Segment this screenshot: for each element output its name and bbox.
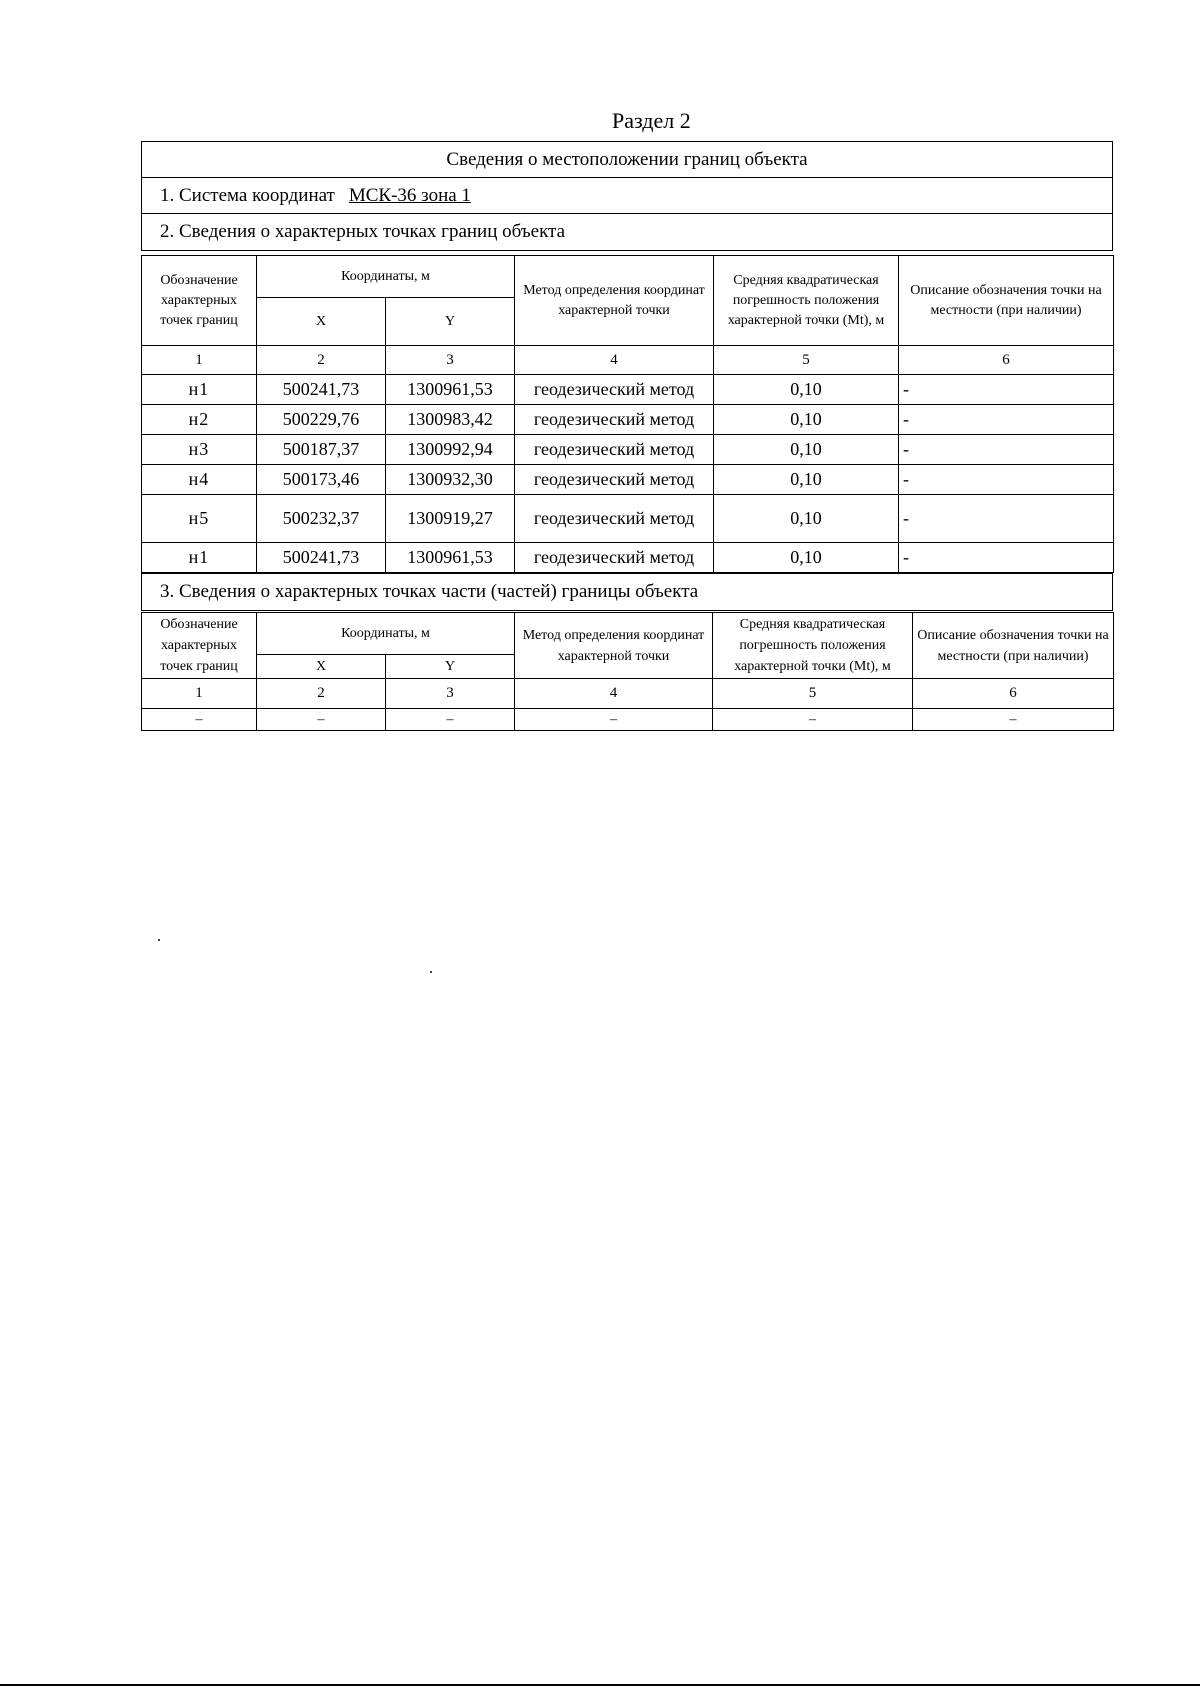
point-x: 500232,37	[257, 495, 386, 543]
col-number: 5	[714, 346, 899, 375]
col-number: 5	[713, 679, 913, 709]
part3-col-method-header: Метод определения координат характерной точки	[515, 613, 713, 679]
point-name: н5	[142, 495, 257, 543]
point-method: геодезический метод	[515, 465, 714, 495]
part2-title: 2. Сведения о характерных точках границ объекта	[160, 221, 566, 242]
part3-col-numbers	[142, 679, 1114, 709]
part2-table	[141, 255, 1114, 573]
col-number: 2	[257, 679, 386, 709]
part3-col-coords-header: Координаты, м	[257, 613, 515, 655]
coord-system-label: 1. Система координат	[160, 185, 335, 206]
point-x: 500241,73	[257, 543, 386, 573]
part3-table-wrap	[141, 612, 1113, 731]
col-number: 1	[142, 346, 257, 375]
part3-col-point-header: Обозначение характерных точек границ	[142, 613, 257, 679]
point-mt: 0,10	[714, 405, 899, 435]
part2-col-y-header: Y	[386, 298, 515, 346]
point-y: 1300919,27	[386, 495, 515, 543]
empty-cell: –	[142, 709, 257, 731]
empty-cell: –	[515, 709, 713, 731]
col-number: 4	[515, 679, 713, 709]
part2-col-point-header: Обозначение характерных точек границ	[142, 256, 257, 346]
table-row	[142, 543, 1114, 573]
point-method: геодезический метод	[515, 375, 714, 405]
section-title: Раздел 2	[612, 108, 691, 133]
point-y: 1300961,53	[386, 375, 515, 405]
point-name: н1	[142, 543, 257, 573]
point-name: н1	[142, 375, 257, 405]
part3-col-mt-header: Средняя квадратическая погрешность положения характерной точки (Mt), м	[713, 613, 913, 679]
main-header: Сведения о местоположении границ объекта	[142, 142, 1112, 178]
col-number: 3	[386, 346, 515, 375]
point-y: 1300961,53	[386, 543, 515, 573]
table-row	[142, 709, 1114, 731]
point-desc: -	[899, 495, 1114, 543]
point-mt: 0,10	[714, 495, 899, 543]
empty-cell: –	[257, 709, 386, 731]
point-desc: -	[899, 405, 1114, 435]
point-desc: -	[899, 435, 1114, 465]
point-mt: 0,10	[714, 435, 899, 465]
col-number: 3	[386, 679, 515, 709]
scan-speck	[158, 939, 160, 941]
point-desc: -	[899, 465, 1114, 495]
part3-title: 3. Сведения о характерных точках части (частей) границы объекта	[160, 581, 699, 602]
point-method: геодезический метод	[515, 405, 714, 435]
part2-col-mt-header: Средняя квадратическая погрешность положения характерной точки (Mt), м	[714, 256, 899, 346]
part2-table-wrap	[141, 255, 1113, 573]
point-x: 500229,76	[257, 405, 386, 435]
part2-col-x-header: X	[257, 298, 386, 346]
point-mt: 0,10	[714, 375, 899, 405]
point-y: 1300992,94	[386, 435, 515, 465]
point-y: 1300983,42	[386, 405, 515, 435]
scan-speck	[430, 971, 432, 973]
point-method: геодезический метод	[515, 543, 714, 573]
part3-col-x-header: X	[257, 655, 386, 679]
part3-col-y-header: Y	[386, 655, 515, 679]
point-desc: -	[899, 375, 1114, 405]
point-method: геодезический метод	[515, 495, 714, 543]
col-number: 6	[899, 346, 1114, 375]
part3-table	[141, 612, 1114, 731]
coord-system-value: МСК-36 зона 1	[348, 185, 471, 206]
table-row	[142, 435, 1114, 465]
table-row	[142, 495, 1114, 543]
empty-cell: –	[913, 709, 1114, 731]
point-name: н3	[142, 435, 257, 465]
point-y: 1300932,30	[386, 465, 515, 495]
empty-cell: –	[713, 709, 913, 731]
point-mt: 0,10	[714, 465, 899, 495]
point-name: н2	[142, 405, 257, 435]
part2-col-method-header: Метод определения координат характерной точки	[515, 256, 714, 346]
empty-cell: –	[386, 709, 515, 731]
col-number: 2	[257, 346, 386, 375]
point-x: 500241,73	[257, 375, 386, 405]
part3-col-desc-header: Описание обозначения точки на местности (при наличии)	[913, 613, 1114, 679]
point-name: н4	[142, 465, 257, 495]
point-method: геодезический метод	[515, 435, 714, 465]
col-number: 6	[913, 679, 1114, 709]
point-desc: -	[899, 543, 1114, 573]
table-row	[142, 375, 1114, 405]
col-number: 1	[142, 679, 257, 709]
part2-col-coords-header: Координаты, м	[257, 256, 515, 298]
part2-col-numbers	[142, 346, 1114, 375]
header-frame	[141, 141, 1113, 251]
point-mt: 0,10	[714, 543, 899, 573]
col-number: 4	[515, 346, 714, 375]
coord-system-row	[142, 178, 1112, 214]
table-row	[142, 465, 1114, 495]
point-x: 500173,46	[257, 465, 386, 495]
part2-col-desc-header: Описание обозначения точки на местности (при наличии)	[899, 256, 1114, 346]
bottom-rule	[0, 1684, 1200, 1686]
table-row	[142, 405, 1114, 435]
point-x: 500187,37	[257, 435, 386, 465]
part3-title-frame	[141, 573, 1113, 611]
